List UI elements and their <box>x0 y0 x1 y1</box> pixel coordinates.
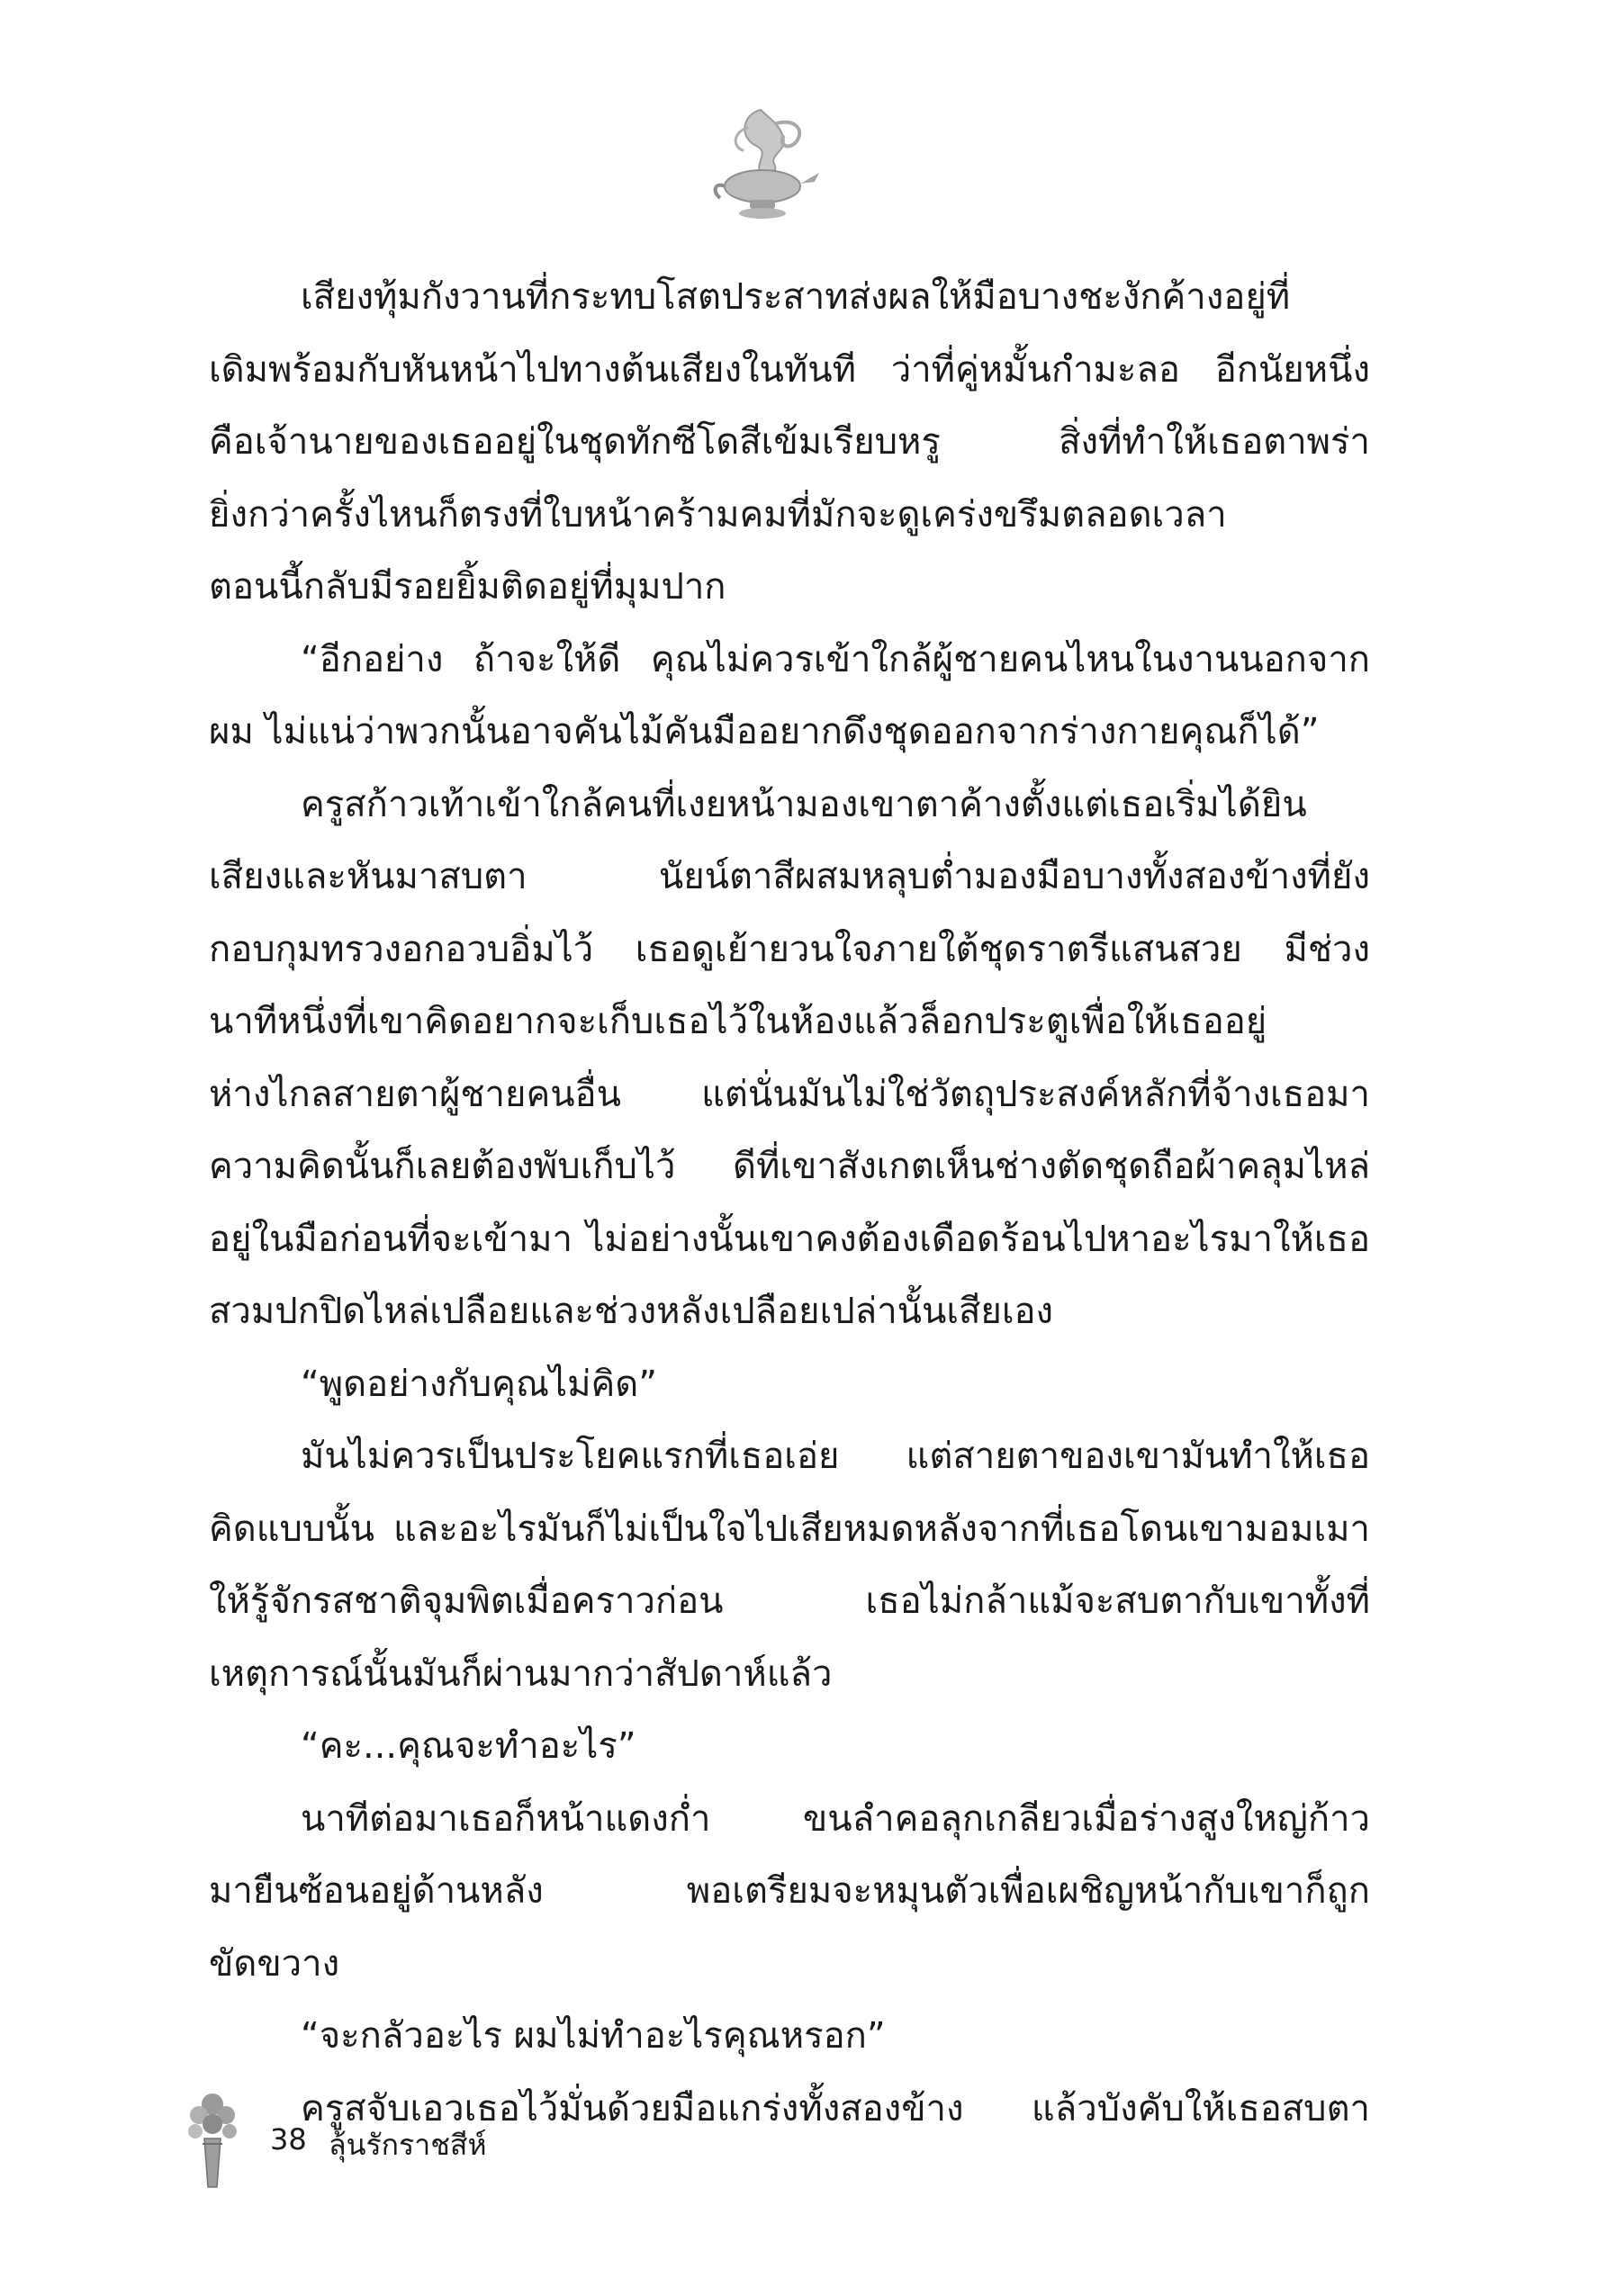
paragraph <box>209 1710 1370 1783</box>
text-line: คิดแบบนั้น และอะไรมันก็ไม่เป็นใจไปเสียหมดหลังจากที่เธอโดนเขามอมเมา <box>209 1508 1370 1550</box>
text-line: มันไม่ควรเป็นประโยคแรกที่เธอเอ่ย แต่สายตาของเขามันทำให้เธอ <box>301 1436 1370 1477</box>
text-line: กอบกุมทรวงอกอวบอิ่มไว้ เธอดูเย้ายวนใจภายใต้ชุดราตรีแสนสวย มีช่วง <box>209 928 1370 970</box>
page-footer <box>185 2088 635 2196</box>
text-line: เสียงทุ้มกังวานที่กระทบโสตประสาทส่งผลให้มือบางชะงักค้างอยู่ที่ <box>301 276 1291 318</box>
paragraph <box>209 261 1370 624</box>
text-line: สวมปกปิดไหล่เปลือยและช่วงหลังเปลือยเปล่านั้นเสียเอง <box>209 1291 1054 1332</box>
paragraph <box>209 1783 1370 2001</box>
text-line: เดิมพร้อมกับหันหน้าไปทางต้นเสียงในทันที ว่าที่คู่หมั้นกำมะลอ อีกนัยหนึ่ง <box>209 348 1370 391</box>
text-line: ความคิดนั้นก็เลยต้องพับเก็บไว้ ดีที่เขาสังเกตเห็นช่างตัดชุดถือผ้าคลุมไหล่ <box>209 1146 1370 1187</box>
paragraph <box>209 624 1370 769</box>
text-line: นาทีต่อมาเธอก็หน้าแดงก่ำ ขนลำคอลุกเกลียวเมื่อร่างสูงใหญ่ก้าว <box>301 1797 1370 1840</box>
text-line: ให้รู้จักรสชาติจุมพิตเมื่อคราวก่อน เธอไม่กล้าแม้จะสบตากับเขาทั้งที่ <box>209 1580 1370 1622</box>
text-line: “พูดอย่างกับคุณไม่คิด” <box>301 1363 657 1405</box>
text-line: ครูสก้าวเท้าเข้าใกล้คนที่เงยหน้ามองเขาตาค้างตั้งแต่เธอเริ่มได้ยิน <box>301 783 1307 825</box>
text-line: ผม ไม่แน่ว่าพวกนั้นอาจคันไม้คันมืออยากดึงชุดออกจากร่างกายคุณก็ได้” <box>209 711 1320 752</box>
text-line: มายืนซ้อนอยู่ด้านหลัง พอเตรียมจะหมุนตัวเพื่อเผชิญหน้ากับเขาก็ถูก <box>209 1870 1370 1912</box>
flower-bouquet-icon <box>185 2088 240 2192</box>
text-line: นาทีหนึ่งที่เขาคิดอยากจะเก็บเธอไว้ในห้องแล้วล็อกประตูเพื่อให้เธออยู่ <box>209 1001 1267 1042</box>
body-text <box>209 261 1370 2145</box>
text-line: ครูสจับเอวเธอไว้มั่นด้วยมือแกร่งทั้งสองข้าง แล้วบังคับให้เธอสบตา <box>301 2087 1370 2129</box>
magic-lamp-icon <box>707 101 824 231</box>
paragraph <box>209 2000 1370 2073</box>
paragraph <box>209 769 1370 1348</box>
text-line: ยิ่งกว่าครั้งไหนก็ตรงที่ใบหน้าคร้ามคมที่มักจะดูเคร่งขรึมตลอดเวลา <box>209 493 1227 536</box>
text-line: “คะ...คุณจะทำอะไร” <box>301 1725 636 1767</box>
text-line: “อีกอย่าง ถ้าจะให้ดี คุณไม่ควรเข้าใกล้ผู้ชายคนไหนในงานนอกจาก <box>301 638 1370 680</box>
page-number: 38 <box>270 2122 307 2156</box>
text-line: เหตุการณ์นั้นมันก็ผ่านมากว่าสัปดาห์แล้ว <box>209 1652 833 1695</box>
text-line: ขัดขวาง <box>209 1942 340 1985</box>
text-line: ตอนนี้กลับมีรอยยิ้มติดอยู่ที่มุมปาก <box>209 566 726 608</box>
paragraph <box>209 1348 1370 1421</box>
book-title: ลุ้นรักราชสีห์ <box>329 2128 487 2162</box>
paragraph <box>209 1420 1370 1710</box>
text-line: ห่างไกลสายตาผู้ชายคนอื่น แต่นั่นมันไม่ใช่วัตถุประสงค์หลักที่จ้างเธอมา <box>209 1073 1370 1115</box>
text-line: “จะกลัวอะไร ผมไม่ทำอะไรคุณหรอก” <box>301 2015 886 2057</box>
text-line: เสียงและหันมาสบตา นัยน์ตาสีผสมหลุบต่ำมองมือบางทั้งสองข้างที่ยัง <box>209 856 1370 897</box>
text-line: อยู่ในมือก่อนที่จะเข้ามา ไม่อย่างนั้นเขาคงต้องเดือดร้อนไปหาอะไรมาให้เธอ <box>209 1218 1370 1260</box>
text-line: คือเจ้านายของเธออยู่ในชุดทักซีโดสีเข้มเรียบหรู สิ่งที่ทำให้เธอตาพร่า <box>209 421 1370 463</box>
